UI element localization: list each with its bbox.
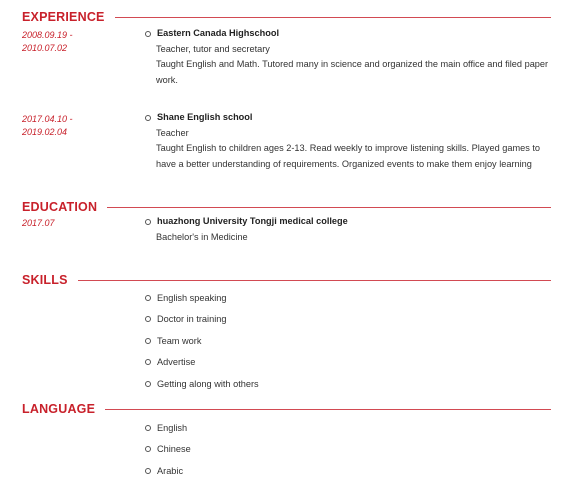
section-divider <box>78 280 551 281</box>
skills-title: SKILLS <box>22 273 68 287</box>
list-item <box>145 287 259 309</box>
bullet-icon <box>145 295 151 301</box>
bullet-icon <box>145 381 151 387</box>
list-item <box>145 373 259 395</box>
entry-role: Teacher, tutor and secretary <box>156 43 270 54</box>
experience-entry-2 <box>145 110 555 172</box>
list-item <box>145 460 191 482</box>
bullet-icon <box>145 425 151 431</box>
skill-label: Getting along with others <box>157 378 259 389</box>
experience-header <box>22 8 551 26</box>
entry-title-row <box>145 26 555 42</box>
language-title: LANGUAGE <box>22 402 96 416</box>
experience-entry-1 <box>145 26 555 88</box>
language-label: Chinese <box>157 444 191 455</box>
bullet-icon <box>145 316 151 322</box>
entry-title: huazhong University Tongji medical college <box>157 216 348 226</box>
bullet-icon <box>145 115 151 121</box>
skills-header <box>22 271 551 289</box>
list-item <box>145 309 259 331</box>
experience-title: EXPERIENCE <box>22 10 105 24</box>
education-date-1: 2017.07 <box>22 218 55 228</box>
entry-role: Bachelor's in Medicine <box>156 231 248 242</box>
section-divider <box>115 17 551 18</box>
language-list <box>145 417 191 482</box>
bullet-icon <box>145 31 151 37</box>
entry-description: Taught English to children ages 2-13. Read weekly to improve listening skills. Played games to have a better understanding of requirements. Organized events to make them enjoy learning <box>156 143 541 169</box>
bullet-icon <box>145 359 151 365</box>
section-divider <box>105 409 551 410</box>
language-label: English <box>157 422 188 433</box>
language-header <box>22 400 551 418</box>
bullet-icon <box>145 446 151 452</box>
skill-label: English speaking <box>157 292 227 303</box>
education-entry-1 <box>145 214 555 245</box>
entry-title-row <box>145 110 555 126</box>
list-item <box>145 352 259 374</box>
education-title: EDUCATION <box>22 200 98 214</box>
experience-date-1: 2008.09.19 - 2010.07.02 <box>22 30 73 53</box>
skill-label: Advertise <box>157 357 196 368</box>
skill-label: Doctor in training <box>157 314 227 325</box>
entry-title: Shane English school <box>157 112 253 122</box>
list-item <box>145 417 191 439</box>
entry-title: Eastern Canada Highschool <box>157 28 280 38</box>
entry-description: Taught English and Math. Tutored many in science and organized the main office and filed paper work. <box>156 59 549 85</box>
skills-list <box>145 287 259 395</box>
bullet-icon <box>145 219 151 225</box>
bullet-icon <box>145 468 151 474</box>
skill-label: Team work <box>157 335 202 346</box>
bullet-icon <box>145 338 151 344</box>
entry-role: Teacher <box>156 127 189 138</box>
list-item <box>145 330 259 352</box>
list-item <box>145 439 191 461</box>
entry-title-row <box>145 214 555 230</box>
experience-date-2: 2017.04.10 - 2019.02.04 <box>22 114 73 137</box>
language-label: Arabic <box>157 465 184 476</box>
section-divider <box>107 207 551 208</box>
